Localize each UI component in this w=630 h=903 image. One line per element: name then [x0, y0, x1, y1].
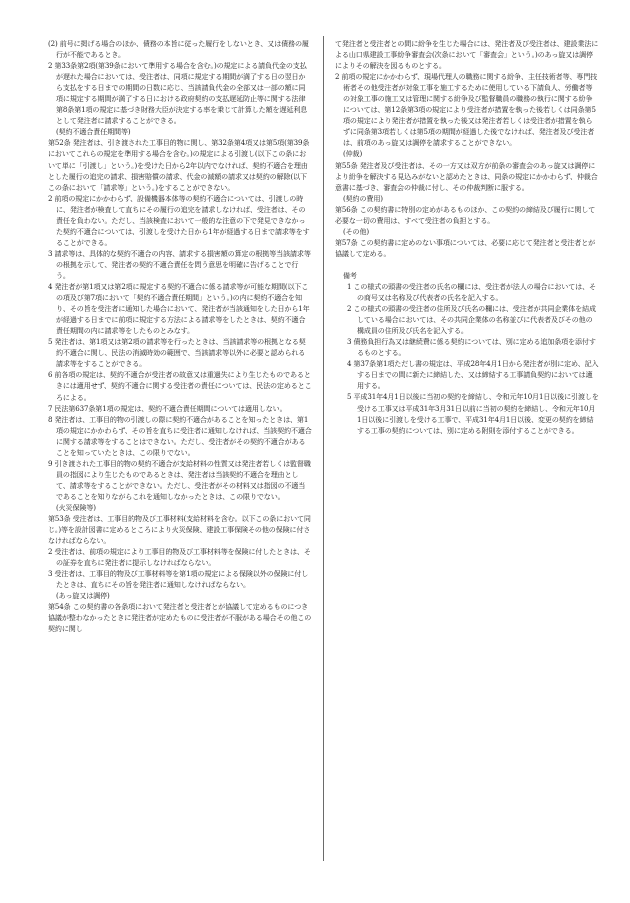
clause-paragraph: 4 発注者が第1項又は第2項に規定する契約不適合に係る請求等が可能な期間(以下この項及び第7項において「契約不適合責任期間」という。)の内に契約不適合を知り、その旨を受注者に通知した場合において、発注者が当該通知をした日から1年が経過する日までに前項に規定する方法による請求等をしたときは、契約不適合責任期間の内に請求等をしたものとみなす。 [48, 282, 310, 336]
clause-paragraph: 6 前各項の規定は、契約不適合が受注者の故意又は重過失により生じたものであるときには適用せず、契約不適合に関する受注者の責任については、民法の定めるところによる。 [48, 370, 312, 402]
article-paragraph: て発注者と受注者との間に紛争を生じた場合には、発注者及び受注者は、建設業法による山口県建設工事紛争審査会(次条において「審査会」という。)のあっ旋又は調停によりその解決を図るものとする。 [335, 39, 599, 71]
remark-item: 3 債務負担行為又は継続費に係る契約については、別に定める追加条項を添付するものとする。 [347, 337, 596, 358]
article-paragraph: 第56条 この契約書に特別の定めがあるものほか、この契約の締結及び履行に関して必要な一切の費用は、すべて受注者の負担とする。 [335, 204, 596, 225]
section-heading: (火災保険等) [56, 502, 96, 512]
section-heading: (契約不適合責任期間等) [56, 127, 131, 137]
clause-paragraph: (2) 前号に掲げる場合のほか、債務の本旨に従った履行をしないとき、又は債務の履行が不能であるとき。 [48, 39, 309, 60]
remark-item: 4 第37条第1項ただし書の規定は、平成28年4月1日から発注者が別に定め、記入する日までの間に新たに締結した、又は締結する工事請負契約においては適用する。 [347, 359, 599, 391]
clause-paragraph: 3 受注者は、工事目的物及び工事材料等を第1項の規定による保険以外の保険に付したときは、直ちにその旨を発注者に通知しなければならない。 [48, 569, 309, 590]
right-articles [335, 38, 599, 259]
section-heading: (仲裁) [343, 149, 363, 159]
clause-paragraph: 2 受注者は、前項の規定により工事目的物及び工事材料等を保険に付したときは、その証券を直ちに発注者に提示しなければならない。 [48, 547, 311, 568]
section-heading: (その他) [343, 226, 370, 236]
remark-item: 2 この様式の頭書の受注者の住所及び氏名の欄には、受注者が共同企業体を結成している場合においては、その共同企業体の名称並びに代表者及びその他の構成員の住所及び氏名を記入する。 [347, 304, 596, 336]
remark-item: 5 平成31年4月1日以後に当初の契約を締結し、令和元年10月1日以後に引渡しを受ける工事又は平成31年3月31日以前に当初の契約を締結し、令和元年10月1日以後に引渡しを受ける工事で、平成31年4月1日以後、変更の契約を締結する工事の契約については、別に定める附則を添付することができる。 [347, 392, 599, 435]
clause-paragraph: 9 引き渡された工事目的物の契約不適合が支給材料の性質又は発注者若しくは監督職員の指図により生じたものであるときは、発注者は当該契約不適合を理由として、請求等をすることができない。ただし、受注者がその材料又は指図の不適当であることを知りながらこれを通知しなかったときは、この限りでない。 [48, 458, 311, 501]
section-heading: (契約の費用) [343, 193, 383, 203]
remarks-title: 備考 [343, 270, 357, 280]
article-paragraph: 第57条 この契約書に定めのない事項については、必要に応じて発注者と受注者とが協議して定める。 [335, 237, 596, 258]
article-paragraph: 第55条 発注者及び受注者は、その一方又は双方が前条の審査会のあっ旋又は調停により紛争を解決する見込みがないと認めたときは、同条の規定にかかわらず、仲裁合意書に基づき、審査会の仲裁に付し、その仲裁判断に服する。 [335, 160, 598, 192]
clause-paragraph: 2 前項の規定にかかわらず、現場代理人の職務に関する紛争、主任技術者等、専門技術者その他受注者が対象工事を施工するために使用している下請負人、労働者等の対象工事の施工又は管理に関する紛争及び監督職員の職務の執行に関する紛争については、第12条第3項の規定により受注者が措置を執った後若しくは同条第5項の規定により発注者が措置を執った後又は発注者若しくは受注者が措置を執らずに同条第3項若しくは第5項の期間が経過した後でなければ、発注者及び受注者は、前項のあっ旋又は調停を請求することができない。 [335, 72, 598, 148]
clause-paragraph: 8 発注者は、工事目的物の引渡しの際に契約不適合があることを知ったときは、第1項の規定にかかわらず、その旨を直ちに受注者に通知しなければ、当該契約不適合に関する請求等をすることはできない。ただし、受注者がその契約不適合があることを知っていたときは、この限りでない。 [48, 414, 312, 457]
clause-paragraph: 3 請求等は、具体的な契約不適合の内容、請求する損害額の算定の根拠等当該請求等の根拠を示して、発注者の契約不適合責任を問う意思を明確に告げることで行う。 [48, 248, 311, 280]
article-paragraph: 第52条 発注者は、引き渡された工事目的物に関し、第32条第4項又は第5項(第39条においてこれらの規定を準用する場合を含む。)の規定による引渡し(以下この条において単に「引渡し」という。)を受けた日から2年以内でなければ、契約不適合を理由とした履行の追完の請求、損害賠償の請求、代金の減額の請求又は契約の解除(以下この条において「請求等」という。)をすることができない。 [48, 138, 310, 192]
clause-paragraph: 2 第33条第2項(第39条において準用する場合を含む。)の規定による請負代金の支払が遅れた場合においては、受注者は、同項に規定する期間が満了する日の翌日から支払をする日までの期間の日数に応じ、当該請負代金の全部又は一部の額に同項に規定する期間が満了する日における政府契約の支払遅延防止等に関する法律第8条第1項の規定に基づき財務大臣が決定する率を乗じて計算した額を遅延利息として発注者に請求することができる。 [48, 61, 308, 126]
article-paragraph: 第54条 この契約書の各条項において発注者と受注者とが協議して定めるものにつき協議が整わなかったときに発注者が定めたものに受注者が不服がある場合その他この契約に関し [48, 602, 312, 634]
remarks-list [335, 281, 599, 436]
column-divider [323, 36, 324, 861]
section-heading: (あっ旋又は調停) [56, 591, 110, 601]
clause-paragraph: 2 前項の規定にかかわらず、設備機器本体等の契約不適合については、引渡しの時に、発注者が検査して直ちにその履行の追完を請求しなければ、受注者は、その責任を負わない。ただし、当該検査において一般的な注意の下で発見できなかった契約不適合については、引渡しを受けた日から1年が経過する日まで請求等をすることができる。 [48, 193, 310, 247]
left-column [48, 38, 312, 888]
clause-paragraph: 7 民法第637条第1項の規定は、契約不適合責任期間については適用しない。 [48, 403, 287, 413]
remark-item: 1 この様式の頭書の受注者の氏名の欄には、受注者が法人の場合においては、その商号又は名称及び代表者の氏名を記入する。 [347, 281, 596, 303]
clause-paragraph: 5 発注者は、第1項又は第2項の請求等を行ったときは、当該請求等の根拠となる契約不適合に関し、民法の消滅時効の範囲で、当該請求等以外に必要と認められる請求等をすることができる。 [48, 337, 306, 369]
article-paragraph: 第53条 受注者は、工事目的物及び工事材料(支給材料を含む。以下この条において同じ。)等を設計図書に定めるところにより火災保険、建設工事保険その他の保険に付さなければならない。 [48, 514, 311, 546]
right-column [335, 38, 599, 888]
